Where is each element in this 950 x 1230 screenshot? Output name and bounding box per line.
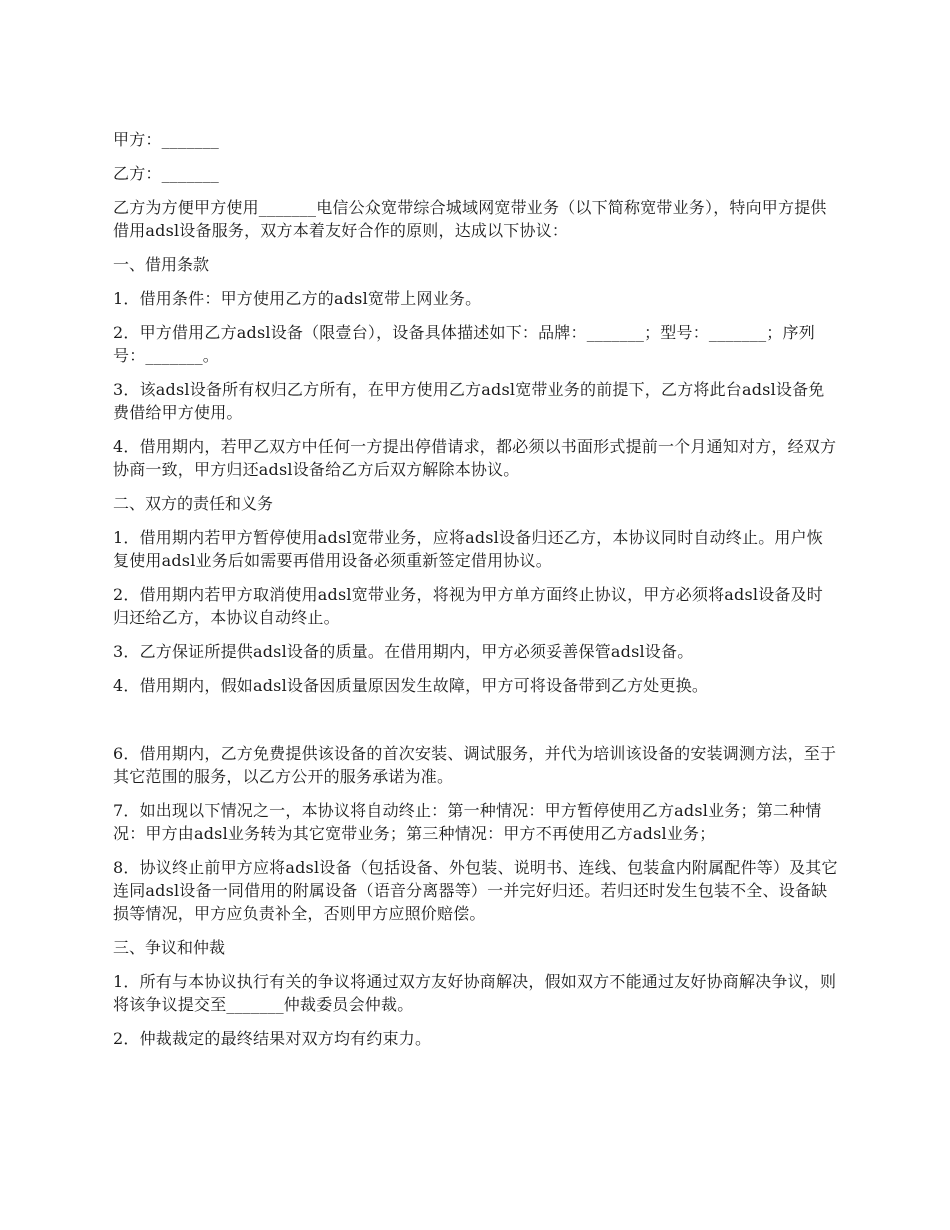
section-heading-1: 一、借用条款	[113, 255, 210, 274]
clause-2-2: 2．借用期内若甲方取消使用adsl宽带业务，将视为甲方单方面终止协议，甲方必须将adsl设备及时归还给乙方，本协议自动终止。	[113, 585, 823, 627]
section-heading-2: 二、双方的责任和义务	[113, 494, 274, 513]
blank-gap	[113, 708, 838, 742]
clause-2-6: 6．借用期内，乙方免费提供该设备的首次安装、调试服务，并代为培训该设备的安装调测方法，至于其它范围的服务，以乙方公开的服务承诺为准。	[113, 744, 837, 786]
clause-1-1: 1．借用条件：甲方使用乙方的adsl宽带上网业务。	[113, 289, 482, 308]
clause-2-4: 4．借用期内，假如adsl设备因质量原因发生故障，甲方可将设备带到乙方处更换。	[113, 676, 709, 695]
intro-paragraph: 乙方为方便甲方使用_______电信公众宽带综合城域网宽带业务（以下简称宽带业务），特向甲方提供借用adsl设备服务，双方本着友好合作的原则，达成以下协议：	[113, 198, 827, 240]
party-b-line: 乙方：_______	[113, 164, 220, 183]
clause-1-4: 4．借用期内，若甲乙双方中任何一方提出停借请求，都必须以书面形式提前一个月通知对方，经双方协商一致，甲方归还adsl设备给乙方后双方解除本协议。	[113, 437, 837, 479]
section-heading-3: 三、争议和仲裁	[113, 938, 226, 957]
clause-1-2: 2．甲方借用乙方adsl设备（限壹台），设备具体描述如下：品牌：_______；型号：_______；序列号：_______。	[113, 323, 815, 365]
clause-2-8: 8．协议终止前甲方应将adsl设备（包括设备、外包装、说明书、连线、包装盒内附属配件等）及其它连同adsl设备一同借用的附属设备（语音分离器等）一并完好归还。若归还时发生包装不全、设备缺损等情况，甲方应负责补全，否则甲方应照价赔偿。	[113, 858, 838, 923]
clause-1-3: 3．该adsl设备所有权归乙方所有，在甲方使用乙方adsl宽带业务的前提下，乙方将此台adsl设备免费借给甲方使用。	[113, 380, 825, 422]
clause-3-2: 2．仲裁裁定的最终结果对双方均有约束力。	[113, 1029, 432, 1048]
clause-3-1: 1．所有与本协议执行有关的争议将通过双方友好协商解决，假如双方不能通过友好协商解决争议，则将该争议提交至_______仲裁委员会仲裁。	[113, 972, 837, 1014]
party-a-line: 甲方：_______	[113, 130, 220, 149]
clause-2-1: 1．借用期内若甲方暂停使用adsl宽带业务，应将adsl设备归还乙方，本协议同时自动终止。用户恢复使用adsl业务后如需要再借用设备必须重新签定借用协议。	[113, 528, 823, 570]
clause-2-3: 3．乙方保证所提供adsl设备的质量。在借用期内，甲方必须妥善保管adsl设备。	[113, 642, 694, 661]
document-body	[113, 128, 838, 1061]
clause-2-7: 7．如出现以下情况之一，本协议将自动终止：第一种情况：甲方暂停使用乙方adsl业务；第二种情况：甲方由adsl业务转为其它宽带业务；第三种情况：甲方不再使用乙方adsl业务；	[113, 801, 822, 843]
